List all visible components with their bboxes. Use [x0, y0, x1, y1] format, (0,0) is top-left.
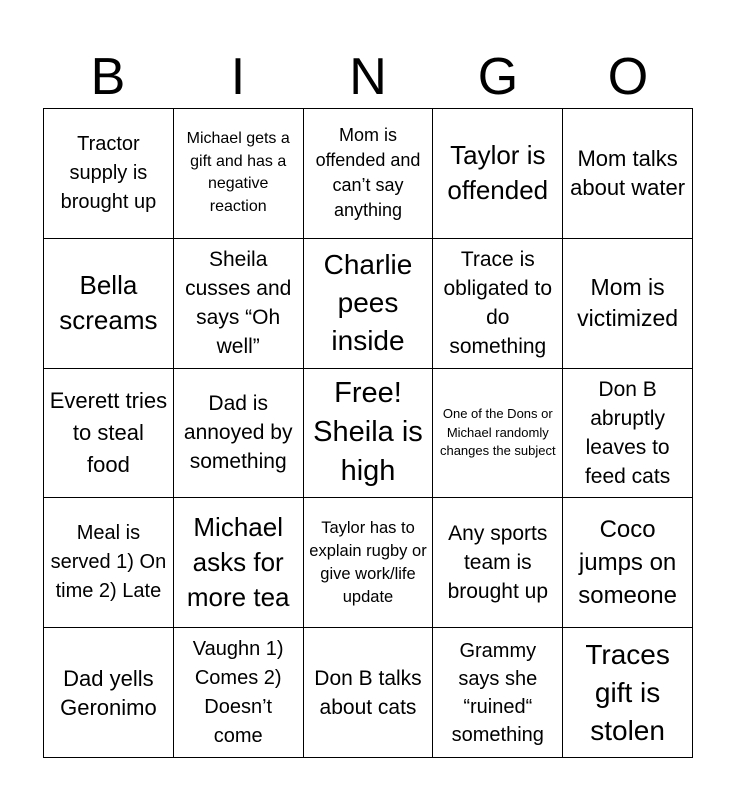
bingo-cell-r3c3[interactable]	[304, 369, 434, 499]
cell-text: Taylor has to explain rugby or give work/life update	[309, 518, 427, 606]
bingo-cell-r3c5[interactable]	[563, 369, 693, 499]
cell-text: Meal is served 1) On time 2) Late	[50, 522, 167, 603]
bingo-cell-r1c4[interactable]	[433, 109, 563, 239]
bingo-cell-r5c2[interactable]	[174, 628, 304, 758]
cell-text: Dad yells Geronimo	[60, 665, 157, 720]
bingo-cell-r2c2[interactable]	[174, 239, 304, 369]
bingo-cell-r5c1[interactable]	[44, 628, 174, 758]
bingo-cell-r4c4[interactable]	[433, 498, 563, 628]
bingo-cell-r1c2[interactable]	[174, 109, 304, 239]
cell-text: Taylor is offended	[447, 140, 549, 206]
cell-text: Tractor supply is brought up	[60, 132, 157, 213]
cell-text: Grammy says she “ruined“ something	[451, 639, 544, 746]
cell-text: Coco jumps on someone	[578, 516, 677, 610]
cell-text: Sheila cusses and says “Oh well”	[185, 248, 292, 359]
bingo-cell-r1c3[interactable]	[304, 109, 434, 239]
header-letter-g: G	[477, 48, 519, 106]
cell-text: Free! Sheila is high	[313, 377, 423, 488]
bingo-cell-r2c1[interactable]	[44, 239, 174, 369]
bingo-cell-r3c1[interactable]	[44, 369, 174, 499]
bingo-cell-r1c5[interactable]	[563, 109, 693, 239]
header-letter-o: O	[607, 48, 649, 106]
cell-text: One of the Dons or Michael randomly changes the subject	[439, 406, 556, 459]
bingo-cell-r5c4[interactable]	[433, 628, 563, 758]
header-letter-n: N	[349, 48, 387, 106]
cell-text: Michael gets a gift and has a negative reaction	[186, 130, 290, 215]
cell-text: Don B abruptly leaves to feed cats	[584, 377, 671, 488]
bingo-cell-r1c1[interactable]	[44, 109, 174, 239]
bingo-cell-r2c5[interactable]	[563, 239, 693, 369]
cell-text: Mom is offended and can’t say anything	[315, 125, 421, 221]
cell-text: Everett tries to steal food	[49, 387, 168, 477]
cell-text: Charlie pees inside	[323, 249, 413, 357]
bingo-cell-r4c1[interactable]	[44, 498, 174, 628]
bingo-cell-r3c2[interactable]	[174, 369, 304, 499]
bingo-cell-r3c4[interactable]	[433, 369, 563, 499]
bingo-header	[43, 40, 693, 110]
bingo-cell-r2c4[interactable]	[433, 239, 563, 369]
header-letter-i: I	[230, 48, 246, 106]
cell-text: Vaughn 1) Comes 2) Doesn’t come	[192, 637, 284, 747]
cell-text: Mom is victimized	[577, 274, 679, 332]
header-letter-b: B	[90, 48, 126, 106]
bingo-cell-r4c5[interactable]	[563, 498, 693, 628]
cell-text: Traces gift is stolen	[585, 638, 670, 746]
cell-text: Trace is obligated to do something	[443, 248, 553, 359]
bingo-cell-r4c3[interactable]	[304, 498, 434, 628]
cell-text: Dad is annoyed by something	[183, 392, 293, 474]
cell-text: Michael asks for more tea	[186, 512, 290, 613]
cell-text: Bella screams	[59, 270, 158, 336]
bingo-cell-r4c2[interactable]	[174, 498, 304, 628]
bingo-cell-r5c3[interactable]	[304, 628, 434, 758]
bingo-board	[43, 108, 693, 758]
cell-text: Mom talks about water	[570, 146, 686, 201]
bingo-cell-r5c5[interactable]	[563, 628, 693, 758]
cell-text: Any sports team is brought up	[447, 522, 548, 604]
cell-text: Don B talks about cats	[314, 666, 422, 719]
bingo-cell-r2c3[interactable]	[304, 239, 434, 369]
